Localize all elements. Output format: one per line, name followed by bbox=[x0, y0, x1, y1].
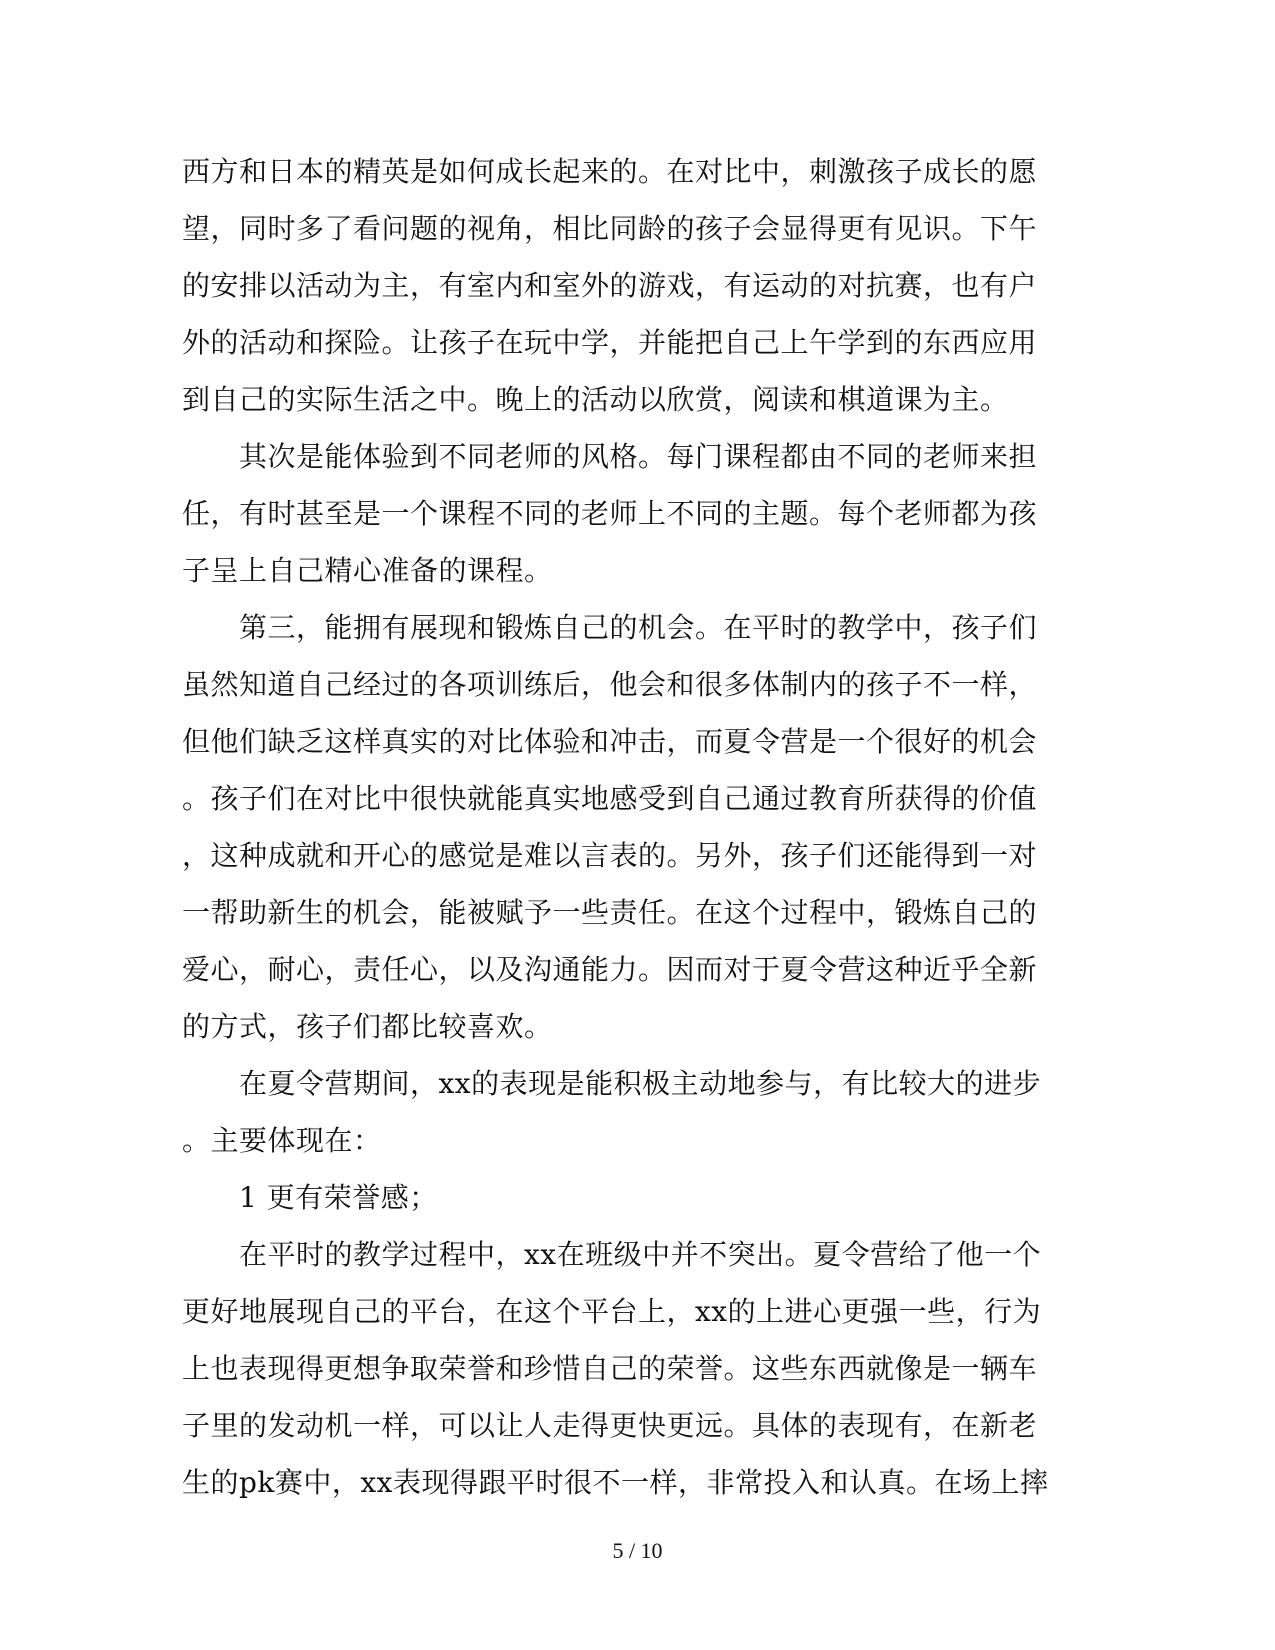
text-line: 爱心，耐心，责任心，以及沟通能力。因而对于夏令营这种近乎全新 bbox=[182, 953, 1038, 986]
text-line: 到自己的实际生活之中。晚上的活动以欣赏，阅读和棋道课为主。 bbox=[182, 383, 1009, 416]
text-line: 在平时的教学过程中，xx在班级中并不突出。夏令营给了他一个 bbox=[182, 1238, 1042, 1271]
text-line: 。主要体现在： bbox=[182, 1124, 382, 1157]
text-line: 虽然知道自己经过的各项训练后，他会和很多体制内的孩子不一样， bbox=[182, 668, 1038, 701]
text-line: 第三，能拥有展现和锻炼自己的机会。在平时的教学中，孩子们 bbox=[182, 611, 1038, 644]
text-line: 。孩子们在对比中很快就能真实地感受到自己通过教育所获得的价值 bbox=[182, 782, 1038, 815]
text-line: 更好地展现自己的平台，在这个平台上，xx的上进心更强一些，行为 bbox=[182, 1295, 1042, 1328]
text-line: 任，有时甚至是一个课程不同的老师上不同的主题。每个老师都为孩 bbox=[182, 497, 1038, 530]
text-line: 外的活动和探险。让孩子在玩中学，并能把自己上午学到的东西应用 bbox=[182, 326, 1038, 359]
text-line: 一帮助新生的机会，能被赋予一些责任。在这个过程中，锻炼自己的 bbox=[182, 896, 1038, 929]
text-line: 生的pk赛中，xx表现得跟平时很不一样，非常投入和认真。在场上摔 bbox=[182, 1466, 1049, 1499]
body-text bbox=[182, 143, 1049, 1511]
text-line: 子呈上自己精心准备的课程。 bbox=[182, 554, 553, 587]
text-line: 在夏令营期间，xx的表现是能积极主动地参与，有比较大的进步 bbox=[182, 1067, 1042, 1100]
text-line: 1 更有荣誉感； bbox=[182, 1181, 438, 1214]
text-line: 子里的发动机一样，可以让人走得更快更远。具体的表现有，在新老 bbox=[182, 1409, 1038, 1442]
text-line: 上也表现得更想争取荣誉和珍惜自己的荣誉。这些东西就像是一辆车 bbox=[182, 1352, 1038, 1385]
text-line: ，这种成就和开心的感觉是难以言表的。另外，孩子们还能得到一对 bbox=[182, 839, 1038, 872]
text-line: 望，同时多了看问题的视角，相比同龄的孩子会显得更有见识。下午 bbox=[182, 212, 1038, 245]
text-line: 西方和日本的精英是如何成长起来的。在对比中，刺激孩子成长的愿 bbox=[182, 155, 1038, 188]
text-line: 其次是能体验到不同老师的风格。每门课程都由不同的老师来担 bbox=[182, 440, 1038, 473]
text-line: 的方式，孩子们都比较喜欢。 bbox=[182, 1010, 553, 1043]
text-line: 但他们缺乏这样真实的对比体验和冲击，而夏令营是一个很好的机会 bbox=[182, 725, 1038, 758]
text-line: 的安排以活动为主，有室内和室外的游戏，有运动的对抗赛，也有户 bbox=[182, 269, 1038, 302]
page-number: 5 / 10 bbox=[612, 1538, 663, 1563]
